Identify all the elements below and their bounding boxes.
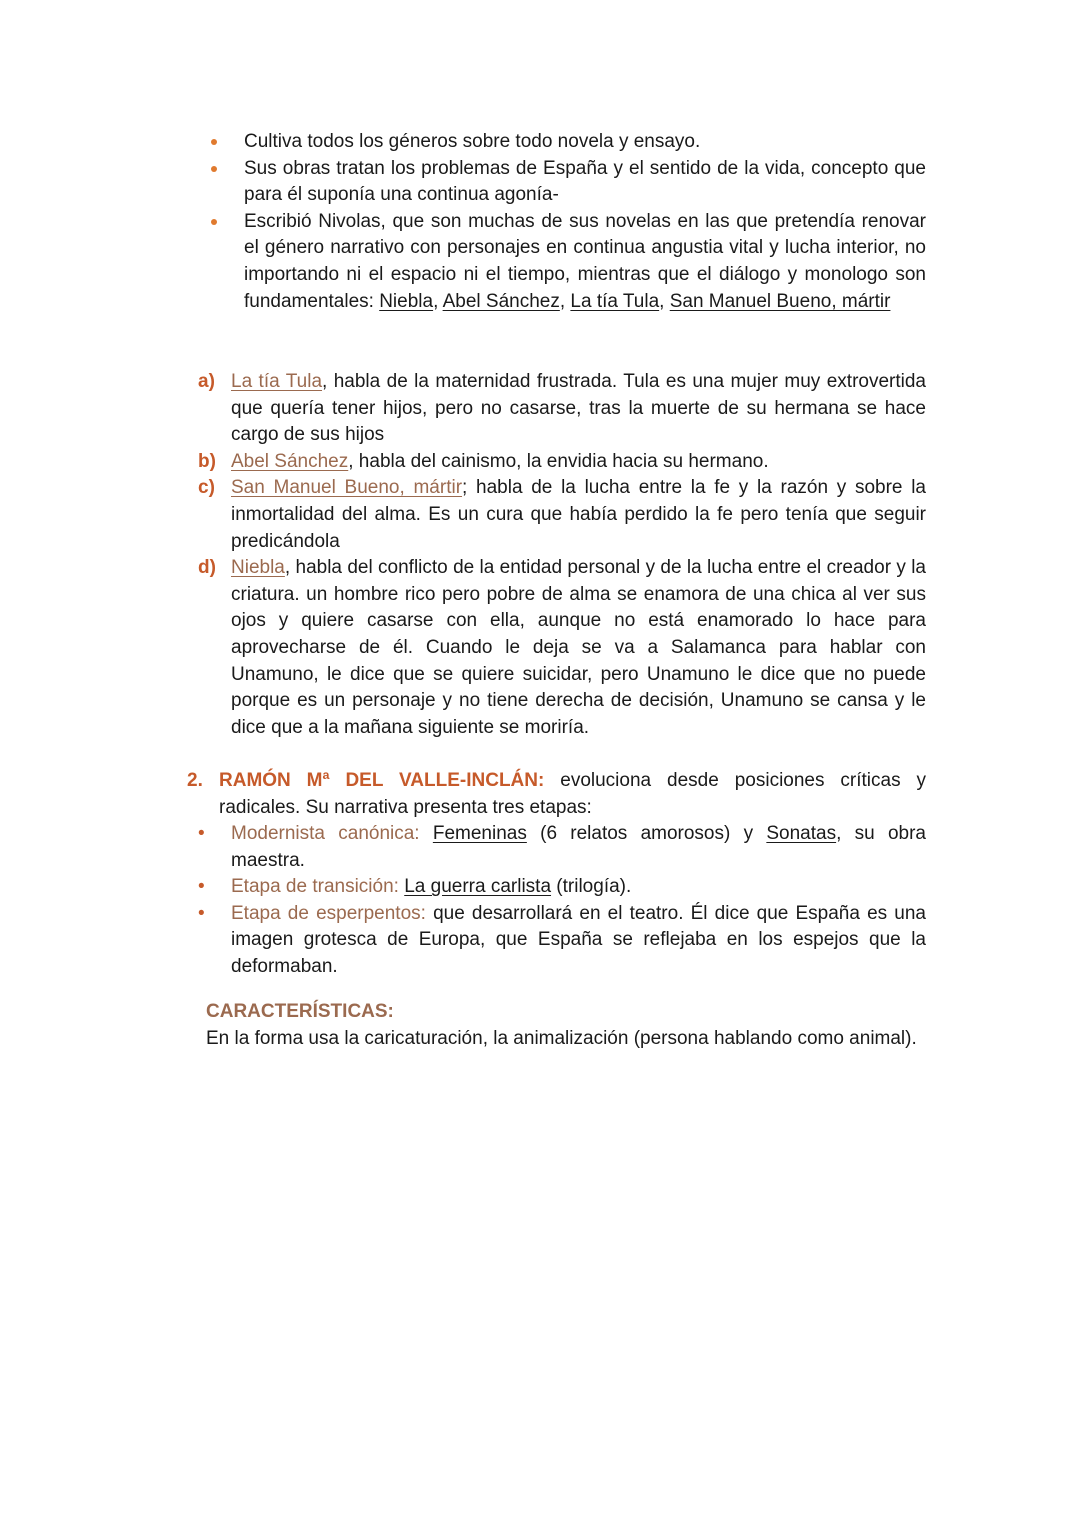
bullet-icon <box>211 219 217 225</box>
characteristics-title: CARACTERÍSTICAS: <box>206 1001 394 1022</box>
work-title: Sonatas <box>766 823 837 844</box>
work-title: Femeninas <box>432 823 527 844</box>
valle-inclan-stages-list <box>198 821 926 981</box>
work-title: Abel Sánchez <box>231 450 349 472</box>
list-marker: b) <box>198 450 216 472</box>
list-item: a) La tía Tula, habla de la maternidad frustrada. Tula es una mujer muy extrovertida que quería tener hijos, pero no casarse, tras la muerte de su hermana se hace cargo de sus hijos <box>198 371 926 446</box>
list-item: • Etapa de esperpentos: que desarrollará en el teatro. Él dice que España es una imagen grotesca de Europa, que España se reflejaba en los espejos que la deformaban. <box>198 902 926 977</box>
list-marker: d) <box>198 557 216 579</box>
list-item: • Modernista canónica: Femeninas (6 relatos amorosos) y Sonatas, su obra maestra. <box>198 823 926 871</box>
section-number: 2. <box>187 770 203 791</box>
list-item: Cultiva todos los géneros sobre todo novela y ensayo. <box>244 129 926 156</box>
stage-label: Modernista canónica: <box>231 823 420 844</box>
work-title: La tía Tula <box>570 290 660 312</box>
list-item: • Etapa de transición: La guerra carlista (trilogía). <box>231 874 926 901</box>
section-valle-inclan: 2. RAMÓN Mª DEL VALLE-INCLÁN: evoluciona desde posiciones críticas y radicales. Su narrativa presenta tres etapas: <box>187 770 926 818</box>
work-title: San Manuel Bueno, mártir <box>231 477 463 499</box>
bullet-icon <box>211 139 217 145</box>
characteristics-block <box>206 999 926 1052</box>
work-title: Abel Sánchez <box>442 290 560 312</box>
work-title: La tía Tula <box>231 371 323 392</box>
work-title: Niebla <box>379 290 434 312</box>
characteristics-text: En la forma usa la caricaturación, la animalización (persona hablando como animal). <box>206 1027 917 1049</box>
unamuno-works-list <box>198 369 926 741</box>
list-marker: a) <box>198 371 215 392</box>
bullet-icon <box>211 166 217 172</box>
stage-label: Etapa de esperpentos: <box>231 902 426 924</box>
bullet-icon: • <box>198 902 205 924</box>
list-item: Sus obras tratan los problemas de España y el sentido de la vida, concepto que para él suponía una continua agonía- <box>244 156 926 209</box>
list-item: c) San Manuel Bueno, mártir; habla de la lucha entre la fe y la razón y sobre la inmortalidad del alma. Es un cura que había perdido la fe pero tenía que seguir predicándola <box>198 477 926 552</box>
unamuno-features-list <box>244 129 926 315</box>
stage-label: Etapa de transición: <box>231 876 399 898</box>
bullet-icon: • <box>198 823 205 844</box>
list-marker: c) <box>198 477 215 499</box>
list-item: b) Abel Sánchez, habla del cainismo, la envidia hacia su hermano. <box>231 449 926 476</box>
work-title: Niebla <box>231 557 285 579</box>
bullet-icon: • <box>198 876 205 898</box>
section-heading: RAMÓN Mª DEL VALLE-INCLÁN: <box>219 770 545 791</box>
work-title: La guerra carlista <box>404 876 552 898</box>
work-title: San Manuel Bueno, mártir <box>669 290 891 312</box>
list-item: d) Niebla, habla del conflicto de la entidad personal y de la lucha entre el creador y la criatura. un hombre rico pero pobre de alma se enamora de una chica al ver sus ojos y quiere casarse con ella, aunque no está enamorado lo hace para aprovecharse de él. Cuando le deja se va a Salamanca para hablar con Unamuno, le dice que se quiere suicidar, pero Unamuno le dice que no puede porque es un personaje y no tiene derecha de decisión, Unamuno se cansa y le dice que a la mañana siguiente se moriría. <box>198 557 926 738</box>
list-item: Escribió Nivolas, que son muchas de sus novelas en las que pretendía renovar el género narrativo con personajes en continua angustia vital y lucha interior, no importando ni el espacio ni el tiempo, mientras que el diálogo y monologo son fundamentales: Niebla, Abel Sánchez, La tía Tula, San Manuel Bueno, mártir <box>244 209 926 315</box>
